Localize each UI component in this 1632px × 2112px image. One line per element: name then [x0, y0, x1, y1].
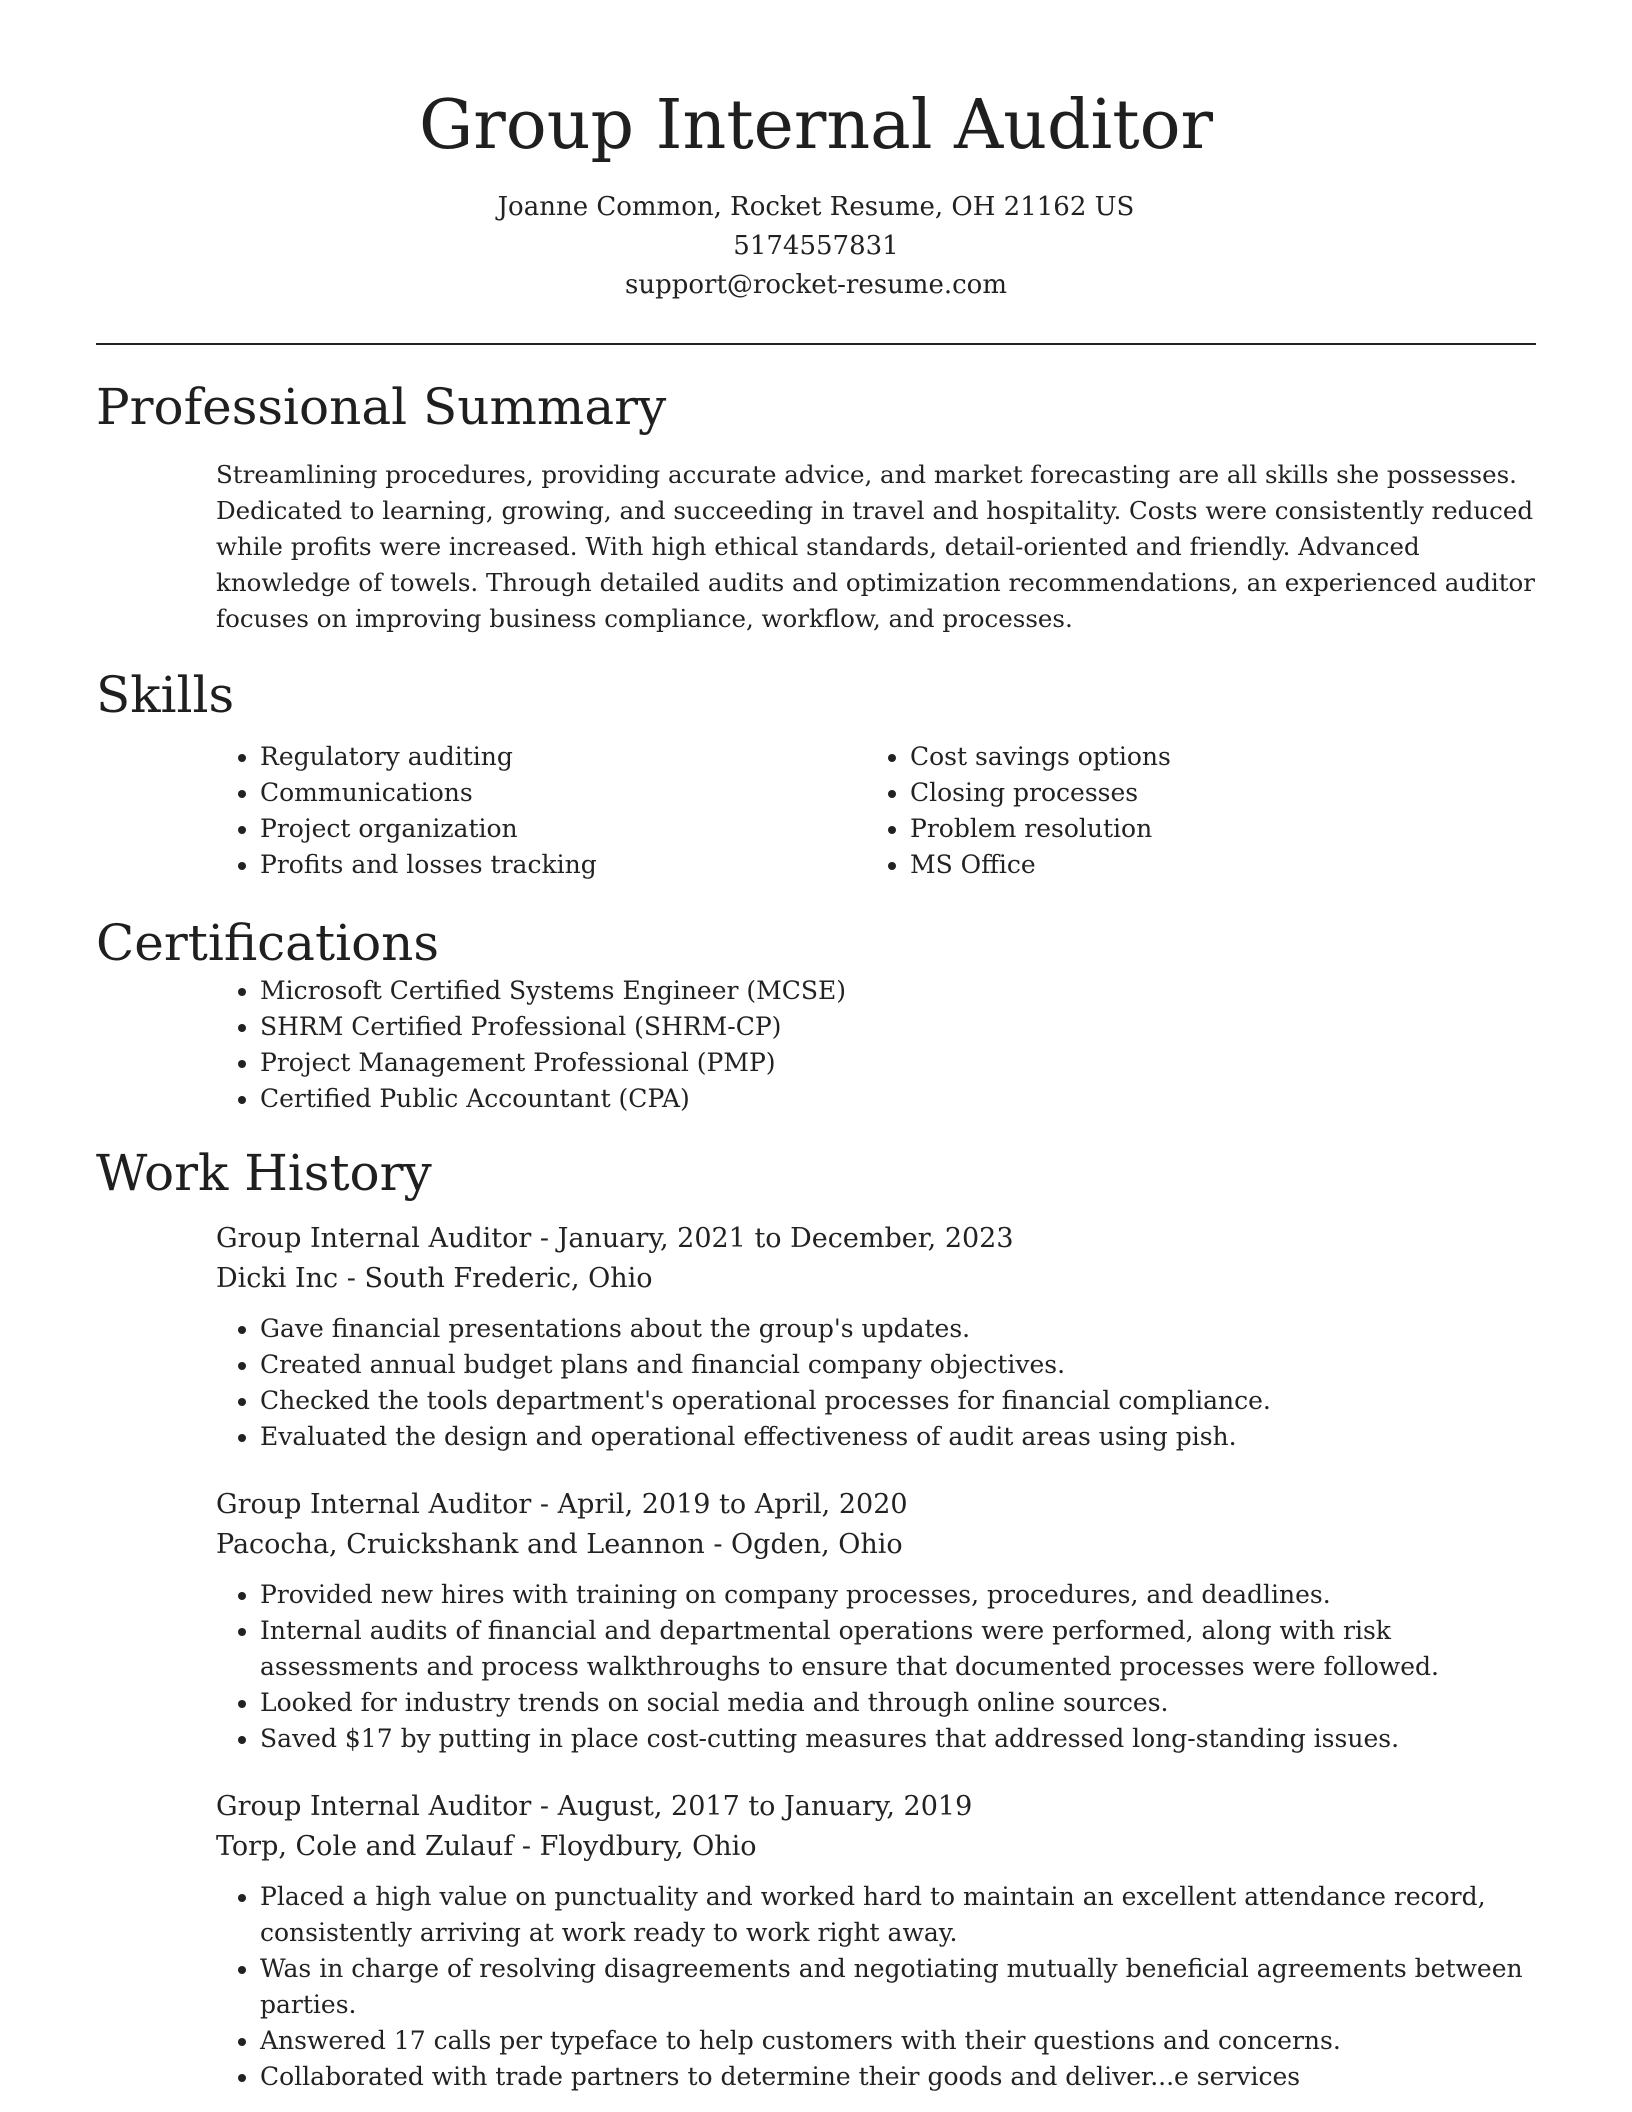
job-title-line: [216, 1485, 1536, 1525]
job-bullets: [216, 1879, 1536, 2095]
skill-item: • Problem resolution: [910, 811, 1171, 847]
skill-item: • Regulatory auditing: [260, 739, 746, 775]
summary-text: Streamlining procedures, providing accurate advice, and market forecasting are all skills she possesses. Dedicated to learning, growing, and succeeding in travel and hospitality. Costs were consistently reduced while profits were increased. With high ethical standards, detail-oriented and friendly. Advanced knowledge of towels. Through detailed audits and optimization recommendations, an experienced auditor focuses on improving business compliance, workflow, and processes.: [216, 460, 1536, 633]
skills-grid: [96, 739, 1536, 883]
job-bullet: • Answered 17 calls per typeface to help customers with their questions and concerns.: [260, 2023, 1536, 2059]
skills-heading: Skills: [96, 666, 235, 724]
job-company-line: [216, 1525, 1536, 1565]
job-title: Group Internal Auditor: [216, 1489, 532, 1520]
job-location: Ogden, Ohio: [731, 1529, 903, 1560]
job-bullet: • Created annual budget plans and financial company objectives.: [260, 1347, 1536, 1383]
job-title: Group Internal Auditor: [216, 1791, 532, 1822]
job-location: Floydbury, Ohio: [539, 1831, 757, 1862]
skill-item: • Cost savings options: [910, 739, 1171, 775]
summary-heading: Professional Summary: [96, 378, 667, 436]
job-location: South Frederic, Ohio: [364, 1263, 653, 1294]
job-bullets: [216, 1311, 1536, 1455]
certifications-heading: Certifications: [96, 914, 440, 972]
separator: -: [531, 1223, 558, 1254]
contact-block: [0, 188, 1632, 305]
work-history-heading: Work History: [96, 1144, 432, 1202]
job-dates: August, 2017 to January, 2019: [557, 1791, 973, 1822]
certification-item: • Microsoft Certified Systems Engineer (MCSE): [260, 973, 1536, 1009]
separator: -: [531, 1489, 558, 1520]
separator: -: [338, 1263, 365, 1294]
contact-phone: 5174557831: [733, 231, 899, 261]
separator: -: [531, 1791, 558, 1822]
job-bullet: • Gave financial presentations about the group's updates.: [260, 1311, 1536, 1347]
job-company-line: [216, 1827, 1536, 1867]
skill-item: • Profits and losses tracking: [260, 847, 746, 883]
certification-item: • SHRM Certified Professional (SHRM-CP): [260, 1009, 1536, 1045]
skills-column-2: [746, 739, 1171, 883]
job-bullet: • Looked for industry trends on social media and through online sources.: [260, 1685, 1536, 1721]
job-company: Torp, Cole and Zulauf: [216, 1831, 514, 1862]
skill-item: • Communications: [260, 775, 746, 811]
resume-header: [0, 0, 1632, 305]
job-dates: April, 2019 to April, 2020: [557, 1489, 908, 1520]
job-title-line: [216, 1787, 1536, 1827]
skills-column-1: [96, 739, 746, 883]
skill-item: • Project organization: [260, 811, 746, 847]
separator: -: [704, 1529, 732, 1560]
job-title-line: [216, 1219, 1536, 1259]
job-bullet: • Internal audits of financial and departmental operations were performed, along with risk assessments and process walkthroughs to ensure that documented processes were followed.: [260, 1613, 1536, 1685]
job-bullet: • Provided new hires with training on company processes, procedures, and deadlines.: [260, 1577, 1536, 1613]
job-company: Pacocha, Cruickshank and Leannon: [216, 1529, 705, 1560]
certifications-list: [96, 973, 1536, 1117]
job-dates: January, 2021 to December, 2023: [557, 1223, 1014, 1254]
job-bullet: • Collaborated with trade partners to determine their goods and deliver...e services: [260, 2059, 1536, 2095]
job-title: Group Internal Auditor: [216, 1223, 532, 1254]
header-divider: [96, 343, 1536, 345]
resume-title: Group Internal Auditor: [418, 86, 1214, 165]
job-bullets: [216, 1577, 1536, 1757]
job-bullet: • Evaluated the design and operational effectiveness of audit areas using pish.: [260, 1419, 1536, 1455]
separator: -: [513, 1831, 540, 1862]
job-bullet: • Placed a high value on punctuality and worked hard to maintain an excellent attendance record, consistently arriving at work ready to work right away.: [260, 1879, 1536, 1951]
job-bullet: • Checked the tools department's operational processes for financial compliance.: [260, 1383, 1536, 1419]
job-bullet: • Was in charge of resolving disagreements and negotiating mutually beneficial agreements between parties.: [260, 1951, 1536, 2023]
resume-body: [0, 377, 1632, 2095]
job-bullet: • Saved $17 by putting in place cost-cutting measures that addressed long-standing issues.: [260, 1721, 1536, 1757]
skill-item: • MS Office: [910, 847, 1171, 883]
certification-item: • Certified Public Accountant (CPA): [260, 1081, 1536, 1117]
job-entry: [216, 1485, 1536, 1757]
contact-address: Joanne Common, Rocket Resume, OH 21162 US: [497, 192, 1135, 222]
job-company: Dicki Inc: [216, 1263, 339, 1294]
skill-item: • Closing processes: [910, 775, 1171, 811]
certification-item: • Project Management Professional (PMP): [260, 1045, 1536, 1081]
contact-email: support@rocket-resume.com: [624, 270, 1007, 300]
job-entry: [216, 1219, 1536, 1455]
job-company-line: [216, 1259, 1536, 1299]
job-entry: [216, 1787, 1536, 2095]
